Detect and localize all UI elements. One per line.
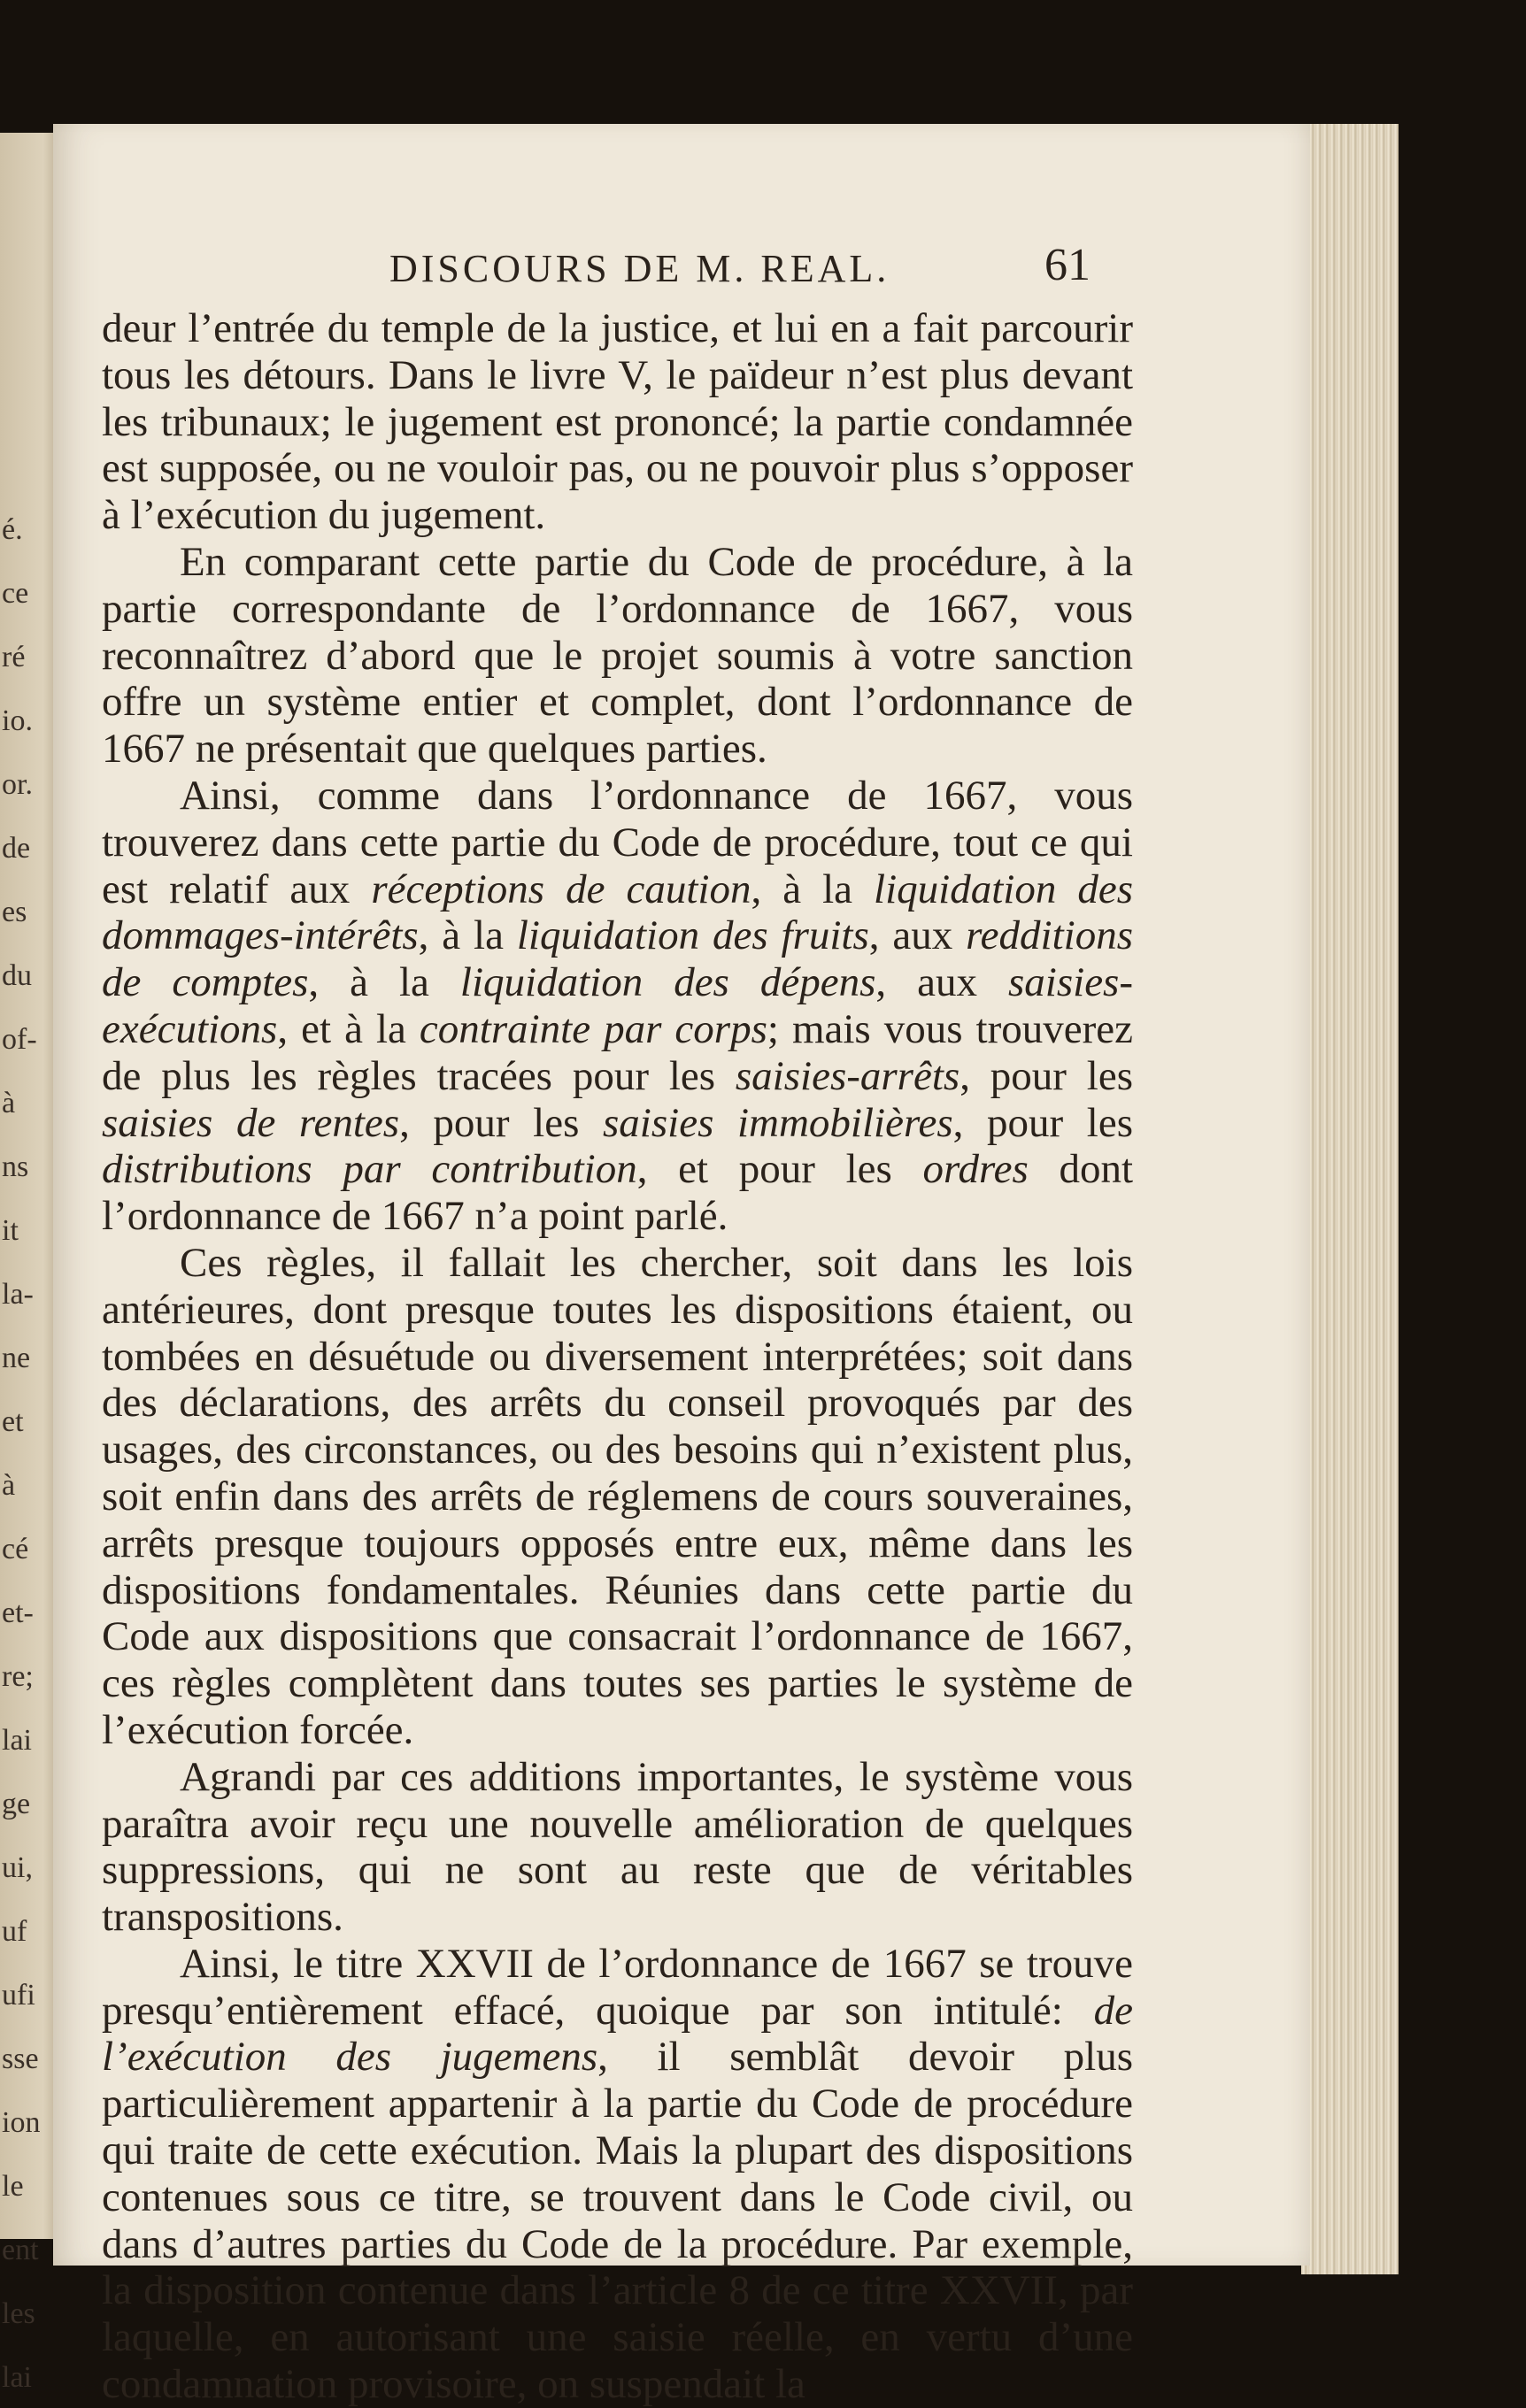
- paragraph: [102, 773, 1133, 1240]
- italic-term: contrainte par corps: [419, 1005, 767, 1052]
- text-run: Ainsi, le titre XXVII de l’ordonnance de 1667 se trouve presqu’entièrement effacé, quoique par son intitulé:: [102, 1940, 1133, 2034]
- left-page-fragment: ge: [2, 1788, 31, 1820]
- left-page-fragment: ui,: [2, 1851, 33, 1884]
- left-page-fragment: la-: [2, 1278, 34, 1311]
- left-page-fragment: es: [2, 896, 27, 928]
- text-run: Agrandi par ces additions importantes, le système vous paraîtra avoir reçu une nouvelle amélioration de quelques suppressions, qui ne sont au reste que de véritables transpositions.: [102, 1753, 1133, 1941]
- left-page-fragment: le: [2, 2170, 24, 2203]
- left-page-fragment: ce: [2, 577, 29, 610]
- left-page-fragment: ns: [2, 1150, 29, 1183]
- paragraph: [102, 539, 1133, 773]
- left-page-fragment: ent: [2, 2234, 39, 2266]
- left-page-fragment: ion: [2, 2106, 41, 2139]
- left-page-fragment: et-: [2, 1596, 34, 1629]
- left-page-fragment: re;: [2, 1660, 34, 1693]
- left-page-fragment: et: [2, 1405, 24, 1438]
- page-edges: [1301, 124, 1399, 2274]
- text-run: , aux: [875, 959, 1008, 1006]
- left-page-fragment: of-: [2, 1023, 37, 1056]
- page-number: 61: [1044, 240, 1091, 290]
- text-run: , à la: [308, 959, 460, 1006]
- left-page-fragment: ufi: [2, 1979, 35, 2012]
- italic-term: saisies-arrêts: [735, 1052, 960, 1099]
- text-run: , à la: [751, 865, 875, 912]
- left-page-text-fragments: [0, 133, 53, 2394]
- text-run: ; mais vous trouverez de plus les règles tracées pour les: [102, 1005, 1134, 1099]
- left-page-fragment: sse: [2, 2043, 39, 2075]
- left-page-fragment: or.: [2, 768, 33, 801]
- body-text: [102, 305, 1133, 2408]
- text-run: Ces règles, il fallait les chercher, soit dans les lois antérieures, dont presque toutes les dispositions étaient, ou tombées en désuétude ou diversement interprétées; soit dans des déclarations, des arrêts du conseil provoqués par des usages, des circonstances, ou des besoins qui n’existent plus, soit enfin dans des arrêts de réglemens de cours souveraines, arrêts presque toujours opposés entre eux, même dans les dispositions fondamentales. Réunies dans cette partie du Code aux dispositions que consacrait l’ordonnance de 1667, ces règles complètent dans toutes ses parties le système de l’exécution forcée.: [102, 1239, 1133, 1753]
- text-run: En comparant cette partie du Code de procédure, à la partie correspondante de l’ordonnance de 1667, vous reconnaîtrez d’abord que le projet soumis à votre sanction offre un système entier et complet, dont l’ordonnance de 1667 ne présentait que quelques parties.: [102, 538, 1133, 773]
- left-page-fragment: ne: [2, 1342, 31, 1374]
- left-page-fragment: à: [2, 1087, 16, 1119]
- left-page-fragment: it: [2, 1214, 19, 1247]
- text-run: , et pour les: [636, 1146, 923, 1193]
- italic-term: réceptions de caution: [371, 865, 751, 912]
- text-run: , aux: [868, 912, 967, 959]
- italic-term: de l’exécution des jugemens: [102, 1987, 1133, 2081]
- text-run: , pour les: [399, 1099, 604, 1146]
- left-page-fragment: io.: [2, 704, 33, 737]
- paragraph: [102, 305, 1133, 539]
- paragraph: [102, 1240, 1133, 1754]
- italic-term: liquidation des fruits: [516, 912, 869, 959]
- left-page-fragment: cé: [2, 1533, 29, 1566]
- paragraph: [102, 1941, 1133, 2408]
- left-page-fragment: uf: [2, 1915, 27, 1948]
- left-page-fragment: les: [2, 2297, 35, 2330]
- text-run: , pour les: [952, 1099, 1133, 1146]
- left-page-fragment: du: [2, 959, 32, 992]
- book-page: [53, 124, 1310, 2408]
- italic-term: redditions de comptes: [102, 912, 1134, 1006]
- italic-term: distributions par contribution: [102, 1146, 637, 1193]
- text-run: dont l’ordonnance de 1667 n’a point parlé.: [102, 1146, 1133, 1240]
- italic-term: saisies immobilières: [603, 1099, 953, 1146]
- text-run: Ainsi, comme dans l’ordonnance de 1667, vous trouverez dans cette partie du Code de procédure, tout ce qui est relatif aux: [102, 772, 1133, 912]
- left-page-fragment: ré: [2, 641, 26, 673]
- text-run: , pour les: [960, 1052, 1133, 1099]
- page-header: [389, 239, 1275, 310]
- italic-term: ordres: [922, 1146, 1029, 1193]
- italic-term: liquidation des dommages-intérêts: [102, 865, 1134, 959]
- italic-term: liquidation des dépens: [459, 959, 876, 1006]
- text-run: , il semblât devoir plus particulièrement appartenir à la partie du Code de procédure qui traite de cette exécution. Mais la plupart des dispositions contenues sous ce titre, se trouvent dans le Code civil, ou dans d’autres parties du Code de la procédure. Par exemple, la disposition contenue dans l’article 8 de ce titre XXVII, par laquelle, en autorisant une saisie réelle, en vertu d’une condamnation provisoire, on suspendait la: [102, 2034, 1133, 2408]
- left-page-fragment: à: [2, 1469, 16, 1502]
- italic-term: saisies de rentes: [102, 1099, 400, 1146]
- text-run: , à la: [418, 912, 517, 959]
- text-run: deur l’entrée du temple de la justice, et lui en a fait parcourir tous les détours. Dans le livre V, le païdeur n’est plus devant les tribunaux; le jugement est prononcé; la partie condamnée est supposée, ou ne vouloir pas, ou ne pouvoir plus s’opposer à l’exécution du jugement.: [102, 305, 1133, 539]
- paragraph: [102, 1754, 1133, 1941]
- left-page-fragment: é.: [2, 513, 23, 546]
- left-page-fragment: de: [2, 832, 31, 865]
- left-page-fragment: lai: [2, 1724, 32, 1757]
- text-run: , et à la: [277, 1005, 420, 1052]
- italic-term: saisies-exécutions: [102, 959, 1133, 1052]
- running-title: DISCOURS DE M. REAL.: [389, 247, 890, 290]
- left-page-fragment: lai: [2, 2361, 32, 2394]
